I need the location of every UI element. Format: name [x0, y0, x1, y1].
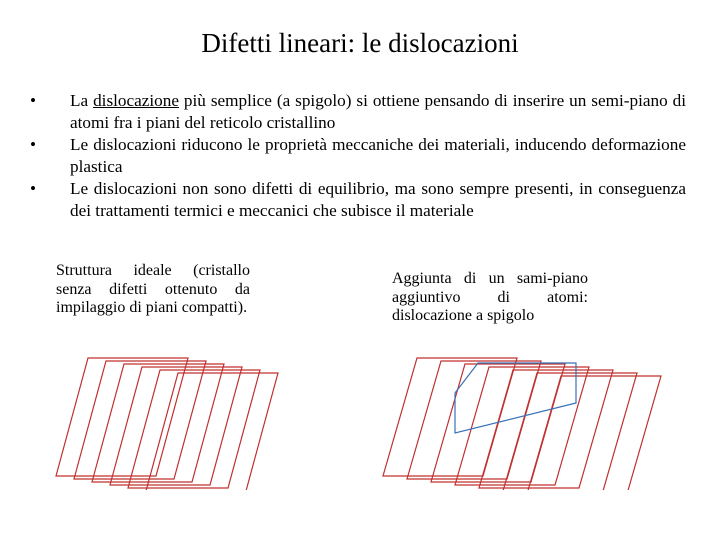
bullet-symbol: •: [30, 179, 37, 198]
dislocazione-link[interactable]: dislocazione: [93, 91, 179, 110]
ideal-crystal-planes: [56, 358, 278, 490]
crystal-plane: [128, 370, 260, 488]
crystal-plane: [92, 364, 224, 482]
crystal-plane: [527, 376, 661, 490]
bullet-item: [30, 90, 686, 133]
dislocated-crystal-planes: [383, 358, 661, 490]
crystal-plane: [146, 373, 278, 490]
bullet-text: La: [70, 91, 94, 110]
bullet-symbol: •: [30, 91, 37, 110]
bullet-item: [30, 134, 686, 177]
crystal-plane: [56, 358, 188, 476]
caption-edge-dislocation: Aggiunta di un sami-piano aggiuntivo di atomi: dislocazione a spigolo: [392, 270, 588, 324]
planes-figure: [0, 350, 720, 490]
crystal-plane: [74, 361, 206, 479]
bullet-symbol: •: [30, 135, 37, 154]
bullet-item: [30, 178, 686, 221]
crystal-plane: [110, 367, 242, 485]
bullet-text: più semplice (a spigolo) si ottiene pensando di inserire un semi-piano di atomi fra i piani del reticolo cristallino: [70, 91, 686, 132]
bullet-list: [30, 90, 686, 222]
slide-title: Difetti lineari: le dislocazioni: [201, 28, 519, 58]
bullet-text: Le dislocazioni non sono difetti di equilibrio, ma sono sempre presenti, in conseguenza dei trattamenti termici e meccanici che subisce il materiale: [70, 179, 686, 220]
bullet-text: Le dislocazioni riducono le proprietà meccaniche dei materiali, inducendo deformazione plastica: [70, 135, 686, 176]
caption-ideal-structure: Struttura ideale (cristallo senza difetti ottenuto da impilaggio di piani compatti).: [56, 262, 250, 316]
